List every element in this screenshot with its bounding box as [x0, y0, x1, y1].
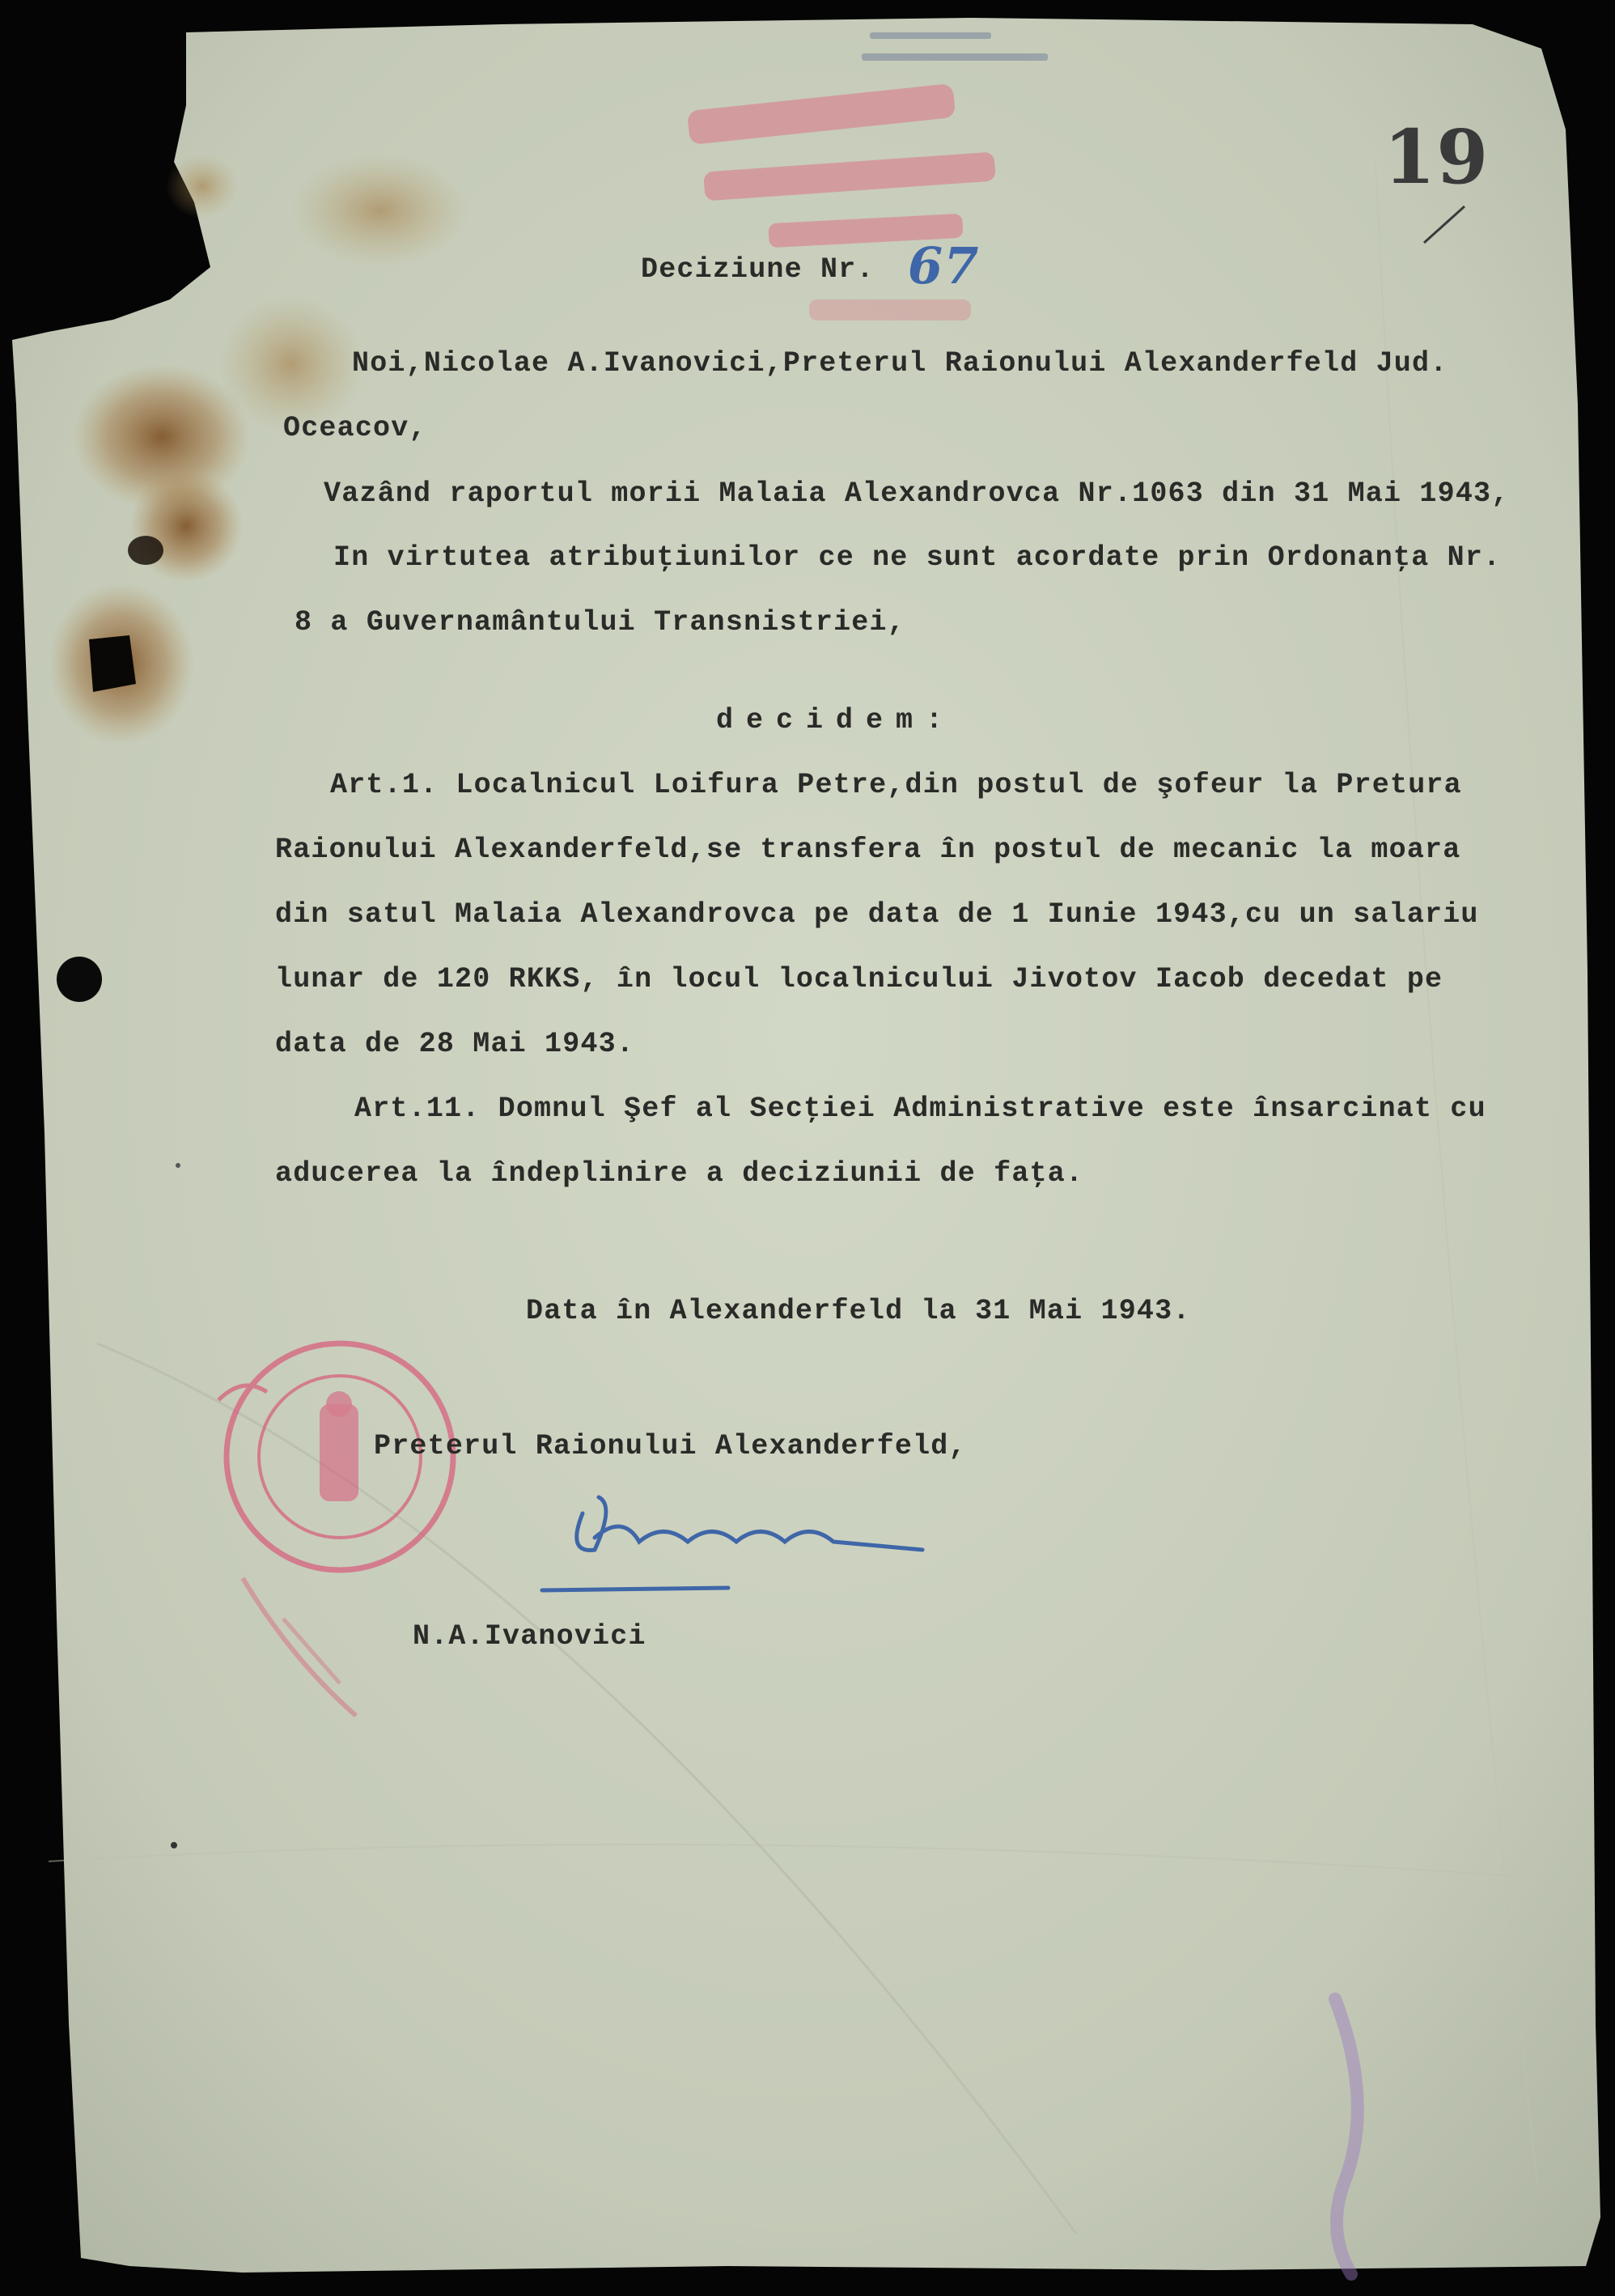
article-2-line-2: aducerea la îndeplinire a deciziunii de faţa. [275, 1157, 1084, 1190]
article-2-line-1: Art.11. Domnul Şef al Secţiei Administrative este însarcinat cu [354, 1093, 1486, 1125]
signatory-name: N.A.Ivanovici [413, 1620, 646, 1653]
signature-title: Preterul Raionului Alexanderfeld, [374, 1430, 967, 1462]
decide-heading: decidem: [716, 704, 956, 736]
archive-page-number: 19 [1384, 113, 1490, 201]
article-1-line-5: data de 28 Mai 1943. [275, 1028, 635, 1060]
virtue-line-2: 8 a Guvernamântului Transnistriei, [295, 606, 905, 639]
considering-line: Vazând raportul morii Malaia Alexandrovca Nr.1063 din 31 Mai 1943, [324, 477, 1510, 510]
intro-line-2: Oceacov, [283, 412, 427, 444]
article-1-line-1: Art.1. Localnicul Loifura Petre,din postul de şofeur la Pretura [330, 769, 1462, 801]
intro-line-1: Noi,Nicolae A.Ivanovici,Preterul Raionului Alexanderfeld Jud. [352, 347, 1448, 380]
document-title: Deciziune Nr. [641, 253, 875, 286]
virtue-line-1: In virtutea atribuţiunilor ce ne sunt acordate prin Ordonanţa Nr. [333, 541, 1502, 574]
article-1-line-4: lunar de 120 RKKS, în locul localnicului Jivotov Iacob decedat pe [275, 963, 1443, 995]
article-1-line-2: Raionului Alexanderfeld,se transfera în postul de mecanic la moara [275, 834, 1461, 866]
decision-number: 67 [908, 236, 980, 295]
article-1-line-3: din satul Malaia Alexandrovca pe data de 1 Iunie 1943,cu un salariu [275, 898, 1479, 931]
date-line: Data în Alexanderfeld la 31 Mai 1943. [526, 1295, 1191, 1327]
